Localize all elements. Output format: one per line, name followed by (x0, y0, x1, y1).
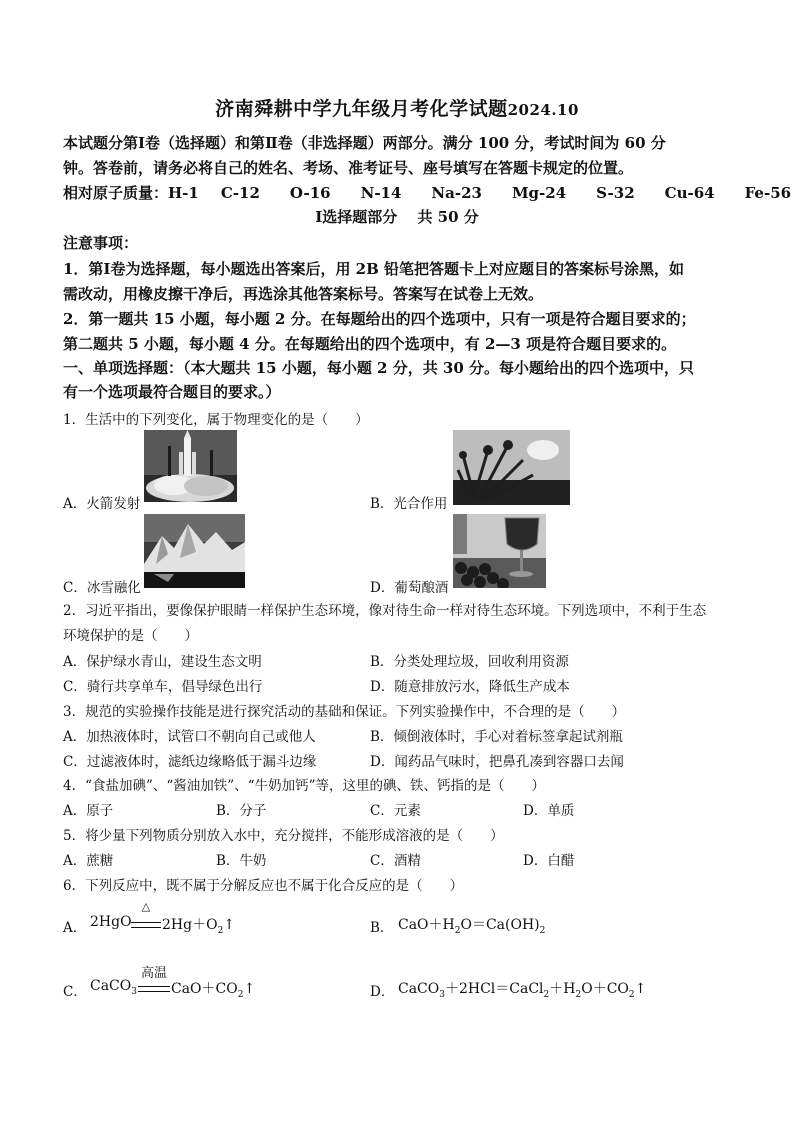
section-header: Ⅰ选择题部分 共 50 分 (315, 208, 479, 226)
q3-option-b: B．倾倒液体时，手心对着标签拿起试剂瓶 (370, 729, 623, 745)
q6-option-b-label: B． (370, 920, 394, 936)
q6-option-a-equals (131, 922, 161, 928)
q2-option-a: A．保护绿水青山，建设生态文明 (63, 654, 262, 670)
q6-option-a-label: A． (63, 920, 87, 936)
atomic-mass-na: Na-23 (431, 184, 482, 202)
title-main: 济南舜耕中学九年级月考化学试题 (215, 98, 508, 120)
q3-stem: 3．规范的实验操作技能是进行探究活动的基础和保证。下列实验操作中，不合理的是（ ） (63, 704, 626, 720)
page-title (0, 94, 794, 121)
q2-option-d: D．随意排放污水，降低生产成本 (370, 679, 570, 695)
grape-wine-image (453, 514, 546, 588)
atomic-mass-row (63, 182, 794, 203)
q6-option-b-equation: $CaO+H_2O=Ca(OH)_2$ (398, 917, 546, 936)
title-year: 2024.10 (507, 101, 579, 119)
q1-option-d: D．葡萄酿酒 (370, 580, 449, 596)
atomic-mass-o: O-16 (289, 184, 331, 202)
note-1-line-1: 1．第Ⅰ卷为选择题，每小题选出答案后，用 2B 铅笔把答题卡上对应题目的答案标号涂黑，如 (63, 260, 685, 278)
atomic-mass-c: C-12 (220, 184, 260, 202)
atomic-mass-label: 相对原子质量：H-1 (63, 184, 199, 202)
atomic-mass-fe: Fe-56 (744, 184, 792, 202)
q6-option-a-condition: △ (141, 900, 151, 913)
q2-option-b: B．分类处理垃圾，回收利用资源 (370, 654, 569, 670)
q1-option-a: A．火箭发射 (63, 496, 141, 512)
atomic-mass-n: N-14 (360, 184, 402, 202)
q4-option-b: B．分子 (216, 803, 267, 819)
q4-option-c: C．元素 (370, 803, 421, 819)
q2-stem-line-2: 环境保护的是（ ） (63, 628, 198, 644)
photosynthesis-image (453, 430, 570, 505)
q5-stem: 5．将少量下列物质分别放入水中，充分搅拌，不能形成溶液的是（ ） (63, 828, 504, 844)
q4-option-d: D．单质 (523, 803, 575, 819)
q2-option-c: C．骑行共享单车，倡导绿色出行 (63, 679, 263, 695)
q6-option-c-equals (138, 986, 170, 992)
q4-option-a: A．原子 (63, 803, 114, 819)
q1-option-b: B．光合作用 (370, 496, 448, 512)
q3-option-d: D．闻药品气味时，把鼻孔凑到容器口去闻 (370, 754, 624, 770)
note-2-line-1: 2．第一题共 15 小题，每小题 2 分。在每题给出的四个选项中，只有一项是符合题目要求的； (63, 310, 696, 328)
q6-option-d-label: D． (370, 984, 395, 1000)
q5-option-a: A．蔗糖 (63, 853, 114, 869)
q6-option-a-products: $2Hg+O_2↑$ (162, 917, 236, 936)
q1-option-c: C．冰雪融化 (63, 580, 141, 596)
q6-option-c-products: $CaO+CO_2↑$ (171, 981, 256, 1000)
q6-option-a-reactant: 2HgO (90, 914, 132, 930)
part1-line-1: 一、单项选择题：（本大题共 15 小题，每小题 2 分，共 30 分。每小题给出的四个选项中，只 (63, 359, 695, 377)
q6-option-d-equation: $CaCO_3+2HCl=CaCl_2+H_2O+CO_2↑$ (398, 981, 647, 1000)
q1-stem: 1．生活中的下列变化，属于物理变化的是（ ） (63, 412, 369, 428)
intro-line-2: 钟。答卷前，请务必将自己的姓名、考场、准考证号、座号填写在答题卡规定的位置。 (63, 159, 634, 177)
note-1-line-2: 需改动，用橡皮擦干净后，再选涂其他答案标号。答案写在试卷上无效。 (63, 285, 544, 303)
q5-option-b: B．牛奶 (216, 853, 267, 869)
q3-option-c: C．过滤液体时，滤纸边缘略低于漏斗边缘 (63, 754, 317, 770)
atomic-mass-cu: Cu-64 (664, 184, 715, 202)
melting-ice-image (144, 514, 245, 588)
atomic-mass-s: S-32 (596, 184, 635, 202)
q3-option-a: A．加热液体时，试管口不朝向自己或他人 (63, 729, 316, 745)
q6-stem: 6．下列反应中，既不属于分解反应也不属于化合反应的是（ ） (63, 878, 464, 894)
atomic-mass-mg: Mg-24 (511, 184, 567, 202)
rocket-launch-image (144, 430, 237, 502)
notes-heading: 注意事项： (63, 234, 139, 252)
q4-stem: 4．“食盐加碘”、“酱油加铁”、“牛奶加钙”等，这里的碘、铁、钙指的是（ ） (63, 778, 545, 794)
q5-option-c: C．酒精 (370, 853, 421, 869)
q5-option-d: D．白醋 (523, 853, 575, 869)
q6-option-c-label: C． (63, 984, 87, 1000)
q6-option-c-reactant: CaCO$_3$ (90, 978, 137, 997)
q6-option-c-condition: 高温 (140, 966, 167, 981)
part1-line-2: 有一个选项最符合题目的要求。） (63, 383, 281, 401)
q2-stem-line-1: 2．习近平指出，要像保护眼睛一样保护生态环境，像对待生命一样对待生态环境。下列选项中，不利于生态 (63, 603, 707, 619)
intro-line-1: 本试题分第Ⅰ卷（选择题）和第Ⅱ卷（非选择题）两部分。满分 100 分，考试时间为 60 分 (63, 134, 666, 152)
note-2-line-2: 第二题共 5 小题，每小题 4 分。在每题给出的四个选项中，有 2—3 项是符合题目要求的。 (63, 335, 677, 353)
